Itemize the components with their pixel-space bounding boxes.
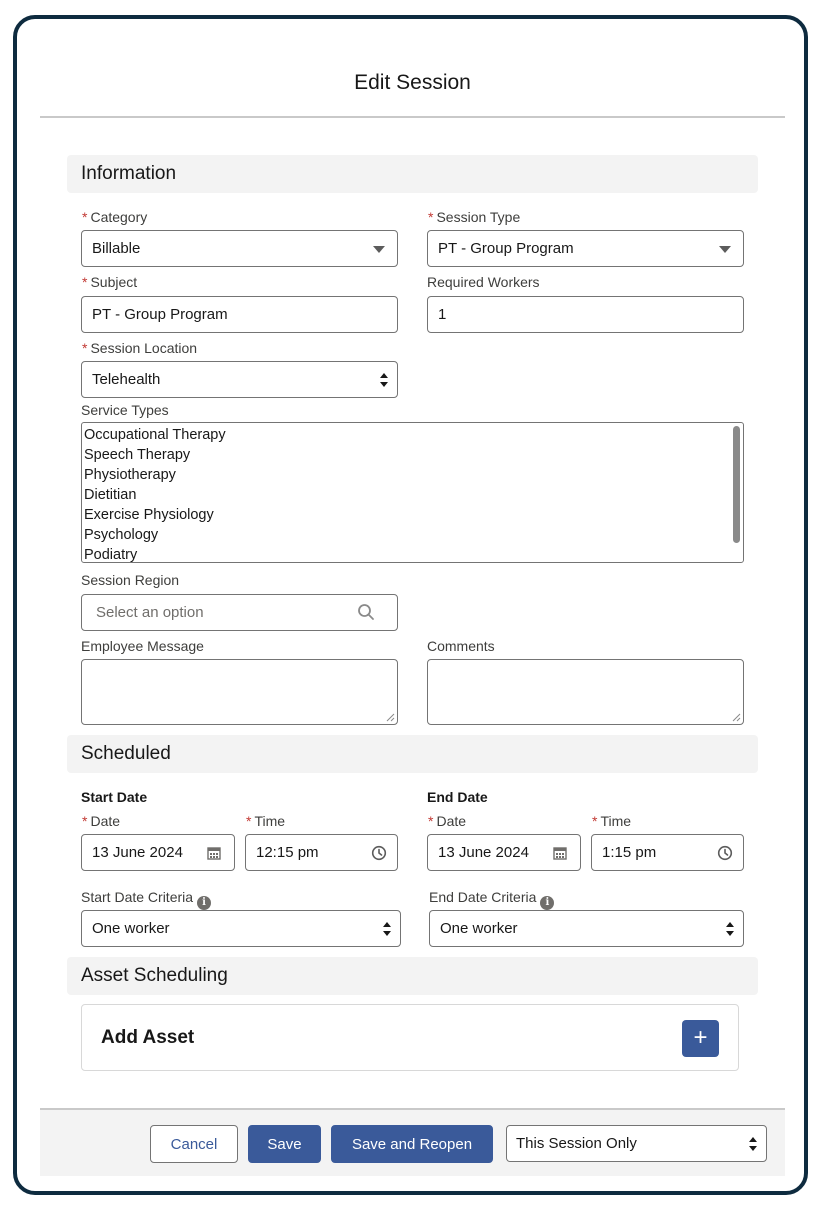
- resize-grip-icon[interactable]: [386, 713, 395, 722]
- end-date-input[interactable]: [427, 834, 581, 871]
- caret-down-icon: [373, 246, 385, 253]
- category-select[interactable]: [81, 230, 398, 267]
- caret-down-icon: [719, 246, 731, 253]
- section-information: Information: [67, 155, 758, 193]
- session-region-placeholder: Select an option: [96, 604, 204, 621]
- add-asset-title: Add Asset: [101, 1027, 195, 1048]
- end-time-input[interactable]: [591, 834, 744, 871]
- end-time-label: * Time: [592, 813, 632, 829]
- required-workers-label: Required Workers: [427, 274, 540, 290]
- category-value: Billable: [92, 240, 141, 257]
- employee-message-textarea[interactable]: [81, 659, 398, 725]
- select-arrows-icon: [749, 1135, 757, 1153]
- subject-label: * Subject: [82, 274, 138, 290]
- end-date-heading: End Date: [427, 789, 488, 805]
- start-date-criteria-label: Start Date Criteria i: [81, 889, 211, 910]
- start-date-heading: Start Date: [81, 789, 148, 805]
- comments-textarea[interactable]: [427, 659, 744, 725]
- end-date-value: 13 June 2024: [438, 844, 529, 861]
- modal-header: [40, 60, 785, 118]
- required-workers-input[interactable]: [427, 296, 744, 333]
- service-type-option[interactable]: Psychology: [84, 527, 159, 543]
- session-region-combobox[interactable]: [81, 594, 398, 631]
- session-type-value: PT - Group Program: [438, 240, 574, 257]
- service-type-option[interactable]: Podiatry: [84, 547, 138, 563]
- add-asset-card: [81, 1004, 739, 1071]
- start-time-value: 12:15 pm: [256, 844, 319, 861]
- select-arrows-icon: [380, 371, 388, 389]
- start-time-input[interactable]: [245, 834, 398, 871]
- service-types-label: Service Types: [81, 402, 169, 418]
- end-date-label: * Date: [428, 813, 467, 829]
- start-date-input[interactable]: [81, 834, 235, 871]
- session-location-select[interactable]: [81, 361, 398, 398]
- search-icon: [357, 603, 375, 621]
- employee-message-label: Employee Message: [81, 638, 204, 654]
- session-type-select[interactable]: [427, 230, 744, 267]
- select-arrows-icon: [383, 920, 391, 938]
- service-types-listbox[interactable]: [81, 422, 744, 563]
- session-region-label: Session Region: [81, 572, 180, 588]
- save-and-reopen-button[interactable]: Save and Reopen: [331, 1125, 493, 1163]
- recurrence-scope-select[interactable]: [506, 1125, 767, 1162]
- end-date-criteria-label: End Date Criteria i: [429, 889, 554, 910]
- start-date-value: 13 June 2024: [92, 844, 183, 861]
- save-button[interactable]: Save: [248, 1125, 321, 1163]
- resize-grip-icon[interactable]: [732, 713, 741, 722]
- modal-title: Edit Session: [354, 71, 471, 94]
- info-icon[interactable]: i: [197, 896, 211, 910]
- info-icon[interactable]: i: [540, 896, 554, 910]
- session-location-label: * Session Location: [82, 340, 198, 356]
- service-type-option[interactable]: Dietitian: [84, 487, 137, 503]
- recurrence-scope-value: This Session Only: [516, 1135, 637, 1152]
- calendar-icon[interactable]: [206, 845, 222, 861]
- section-asset-scheduling: Asset Scheduling: [67, 957, 758, 995]
- subject-input[interactable]: [81, 296, 398, 333]
- end-date-criteria-select[interactable]: [429, 910, 744, 947]
- clock-icon[interactable]: [717, 845, 733, 861]
- start-time-label: * Time: [246, 813, 286, 829]
- end-time-value: 1:15 pm: [602, 844, 657, 861]
- cancel-button[interactable]: Cancel: [150, 1125, 238, 1163]
- end-date-criteria-value: One worker: [440, 920, 518, 937]
- subject-value: PT - Group Program: [92, 306, 228, 323]
- section-scheduled: Scheduled: [67, 735, 758, 773]
- service-type-option[interactable]: Occupational Therapy: [84, 427, 226, 443]
- listbox-scrollbar[interactable]: [733, 426, 740, 543]
- start-date-criteria-value: One worker: [92, 920, 170, 937]
- session-location-value: Telehealth: [92, 371, 161, 388]
- service-type-option[interactable]: Speech Therapy: [84, 447, 191, 463]
- calendar-icon[interactable]: [552, 845, 568, 861]
- comments-label: Comments: [427, 638, 495, 654]
- plus-icon: +: [693, 1024, 708, 1051]
- start-date-label: * Date: [82, 813, 121, 829]
- start-date-criteria-select[interactable]: [81, 910, 401, 947]
- required-workers-value: 1: [438, 306, 447, 323]
- service-type-option[interactable]: Exercise Physiology: [84, 507, 214, 523]
- clock-icon[interactable]: [371, 845, 387, 861]
- service-type-option[interactable]: Physiotherapy: [84, 467, 176, 483]
- add-asset-button[interactable]: [682, 1020, 719, 1057]
- session-type-label: * Session Type: [428, 209, 521, 225]
- select-arrows-icon: [726, 920, 734, 938]
- category-label: * Category: [82, 209, 148, 225]
